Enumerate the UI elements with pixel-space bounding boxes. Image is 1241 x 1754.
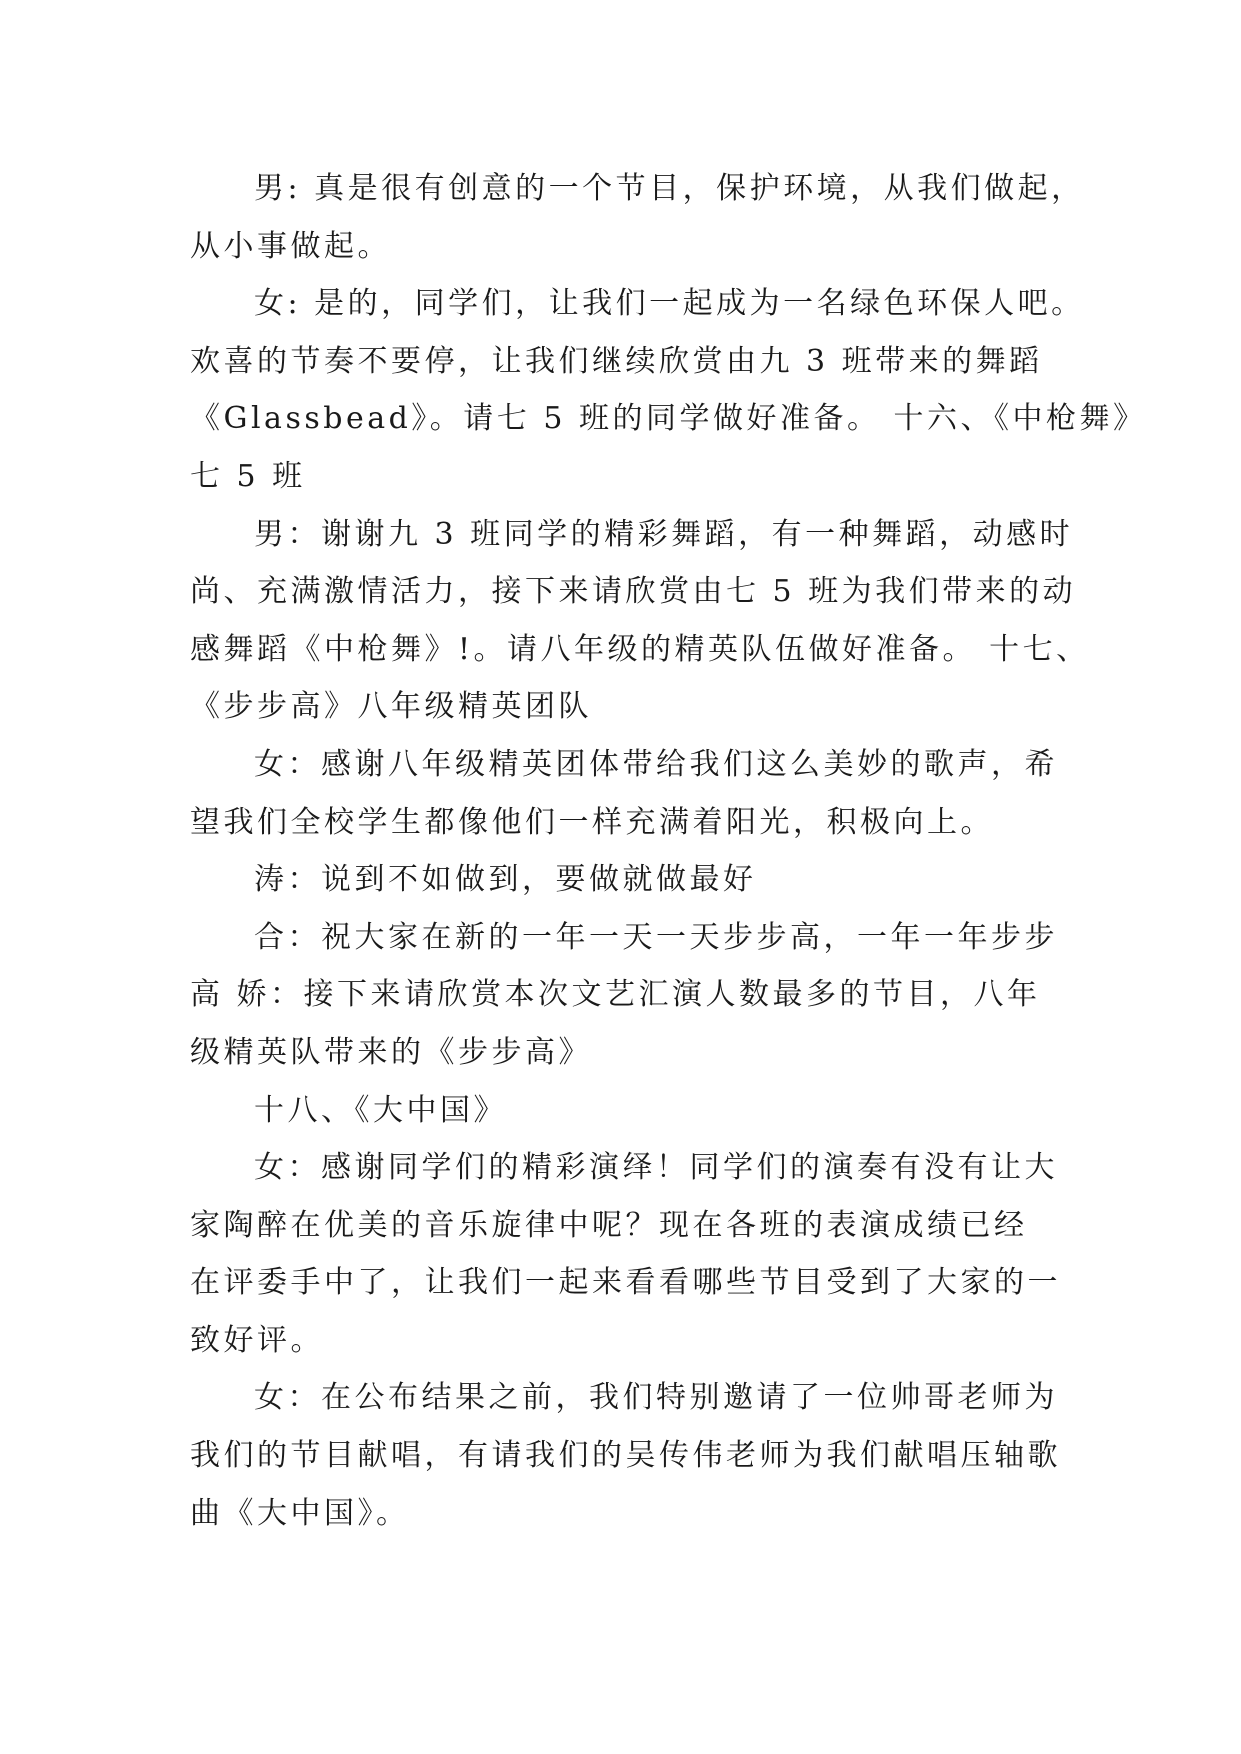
text-line: 尚、充满激情活力，接下来请欣赏由七 5 班为我们带来的动 xyxy=(190,574,1077,610)
text-line: 女：感谢八年级精英团体带给我们这么美妙的歌声，希 xyxy=(254,746,1058,782)
text-line: 合：祝大家在新的一年一天一天步步高，一年一年步步 xyxy=(254,919,1058,955)
text-line: 致好评。 xyxy=(190,1322,324,1358)
text-line: 曲《大中国》。 xyxy=(190,1495,410,1531)
text-line: 十八、《大中国》 xyxy=(254,1092,507,1128)
text-line: 在评委手中了，让我们一起来看看哪些节目受到了大家的一 xyxy=(190,1265,1061,1301)
text-line: 我们的节目献唱，有请我们的吴传伟老师为我们献唱压轴歌 xyxy=(190,1438,1061,1474)
text-line: 女：在公布结果之前，我们特别邀请了一位帅哥老师为 xyxy=(254,1380,1058,1416)
text-line: 男：谢谢九 3 班同学的精彩舞蹈，有一种舞蹈，动感时 xyxy=(254,516,1074,552)
text-line: 欢喜的节奏不要停，让我们继续欣赏由九 3 班带来的舞蹈 xyxy=(190,343,1043,379)
text-line: 《Glassbead》。请七 5 班的同学做好准备。 十六、《中枪舞》 xyxy=(190,401,1147,437)
text-line: 女: 是的，同学们，让我们一起成为一名绿色环保人吧。 xyxy=(254,286,1085,322)
text-line: 感舞蹈《中枪舞》!。请八年级的精英队伍做好准备。 十七、 xyxy=(190,631,1090,667)
text-line: 女：感谢同学们的精彩演绎！同学们的演奏有没有让大 xyxy=(254,1150,1058,1186)
text-line: 七 5 班 xyxy=(190,458,306,494)
text-line: 高 娇：接下来请欣赏本次文艺汇演人数最多的节目，八年 xyxy=(190,977,1041,1013)
script-text-block xyxy=(190,160,1147,1542)
text-line: 涛：说到不如做到，要做就做最好 xyxy=(254,862,757,898)
text-line: 级精英队带来的《步步高》 xyxy=(190,1034,592,1070)
text-line: 望我们全校学生都像他们一样充满着阳光，积极向上。 xyxy=(190,804,994,840)
text-line: 《步步高》八年级精英团队 xyxy=(190,689,592,725)
text-line: 男: 真是很有创意的一个节目，保护环境，从我们做起， xyxy=(254,171,1085,206)
text-line: 从小事做起。 xyxy=(190,228,391,264)
text-line: 家陶醉在优美的音乐旋律中呢？现在各班的表演成绩已经 xyxy=(190,1207,1028,1243)
